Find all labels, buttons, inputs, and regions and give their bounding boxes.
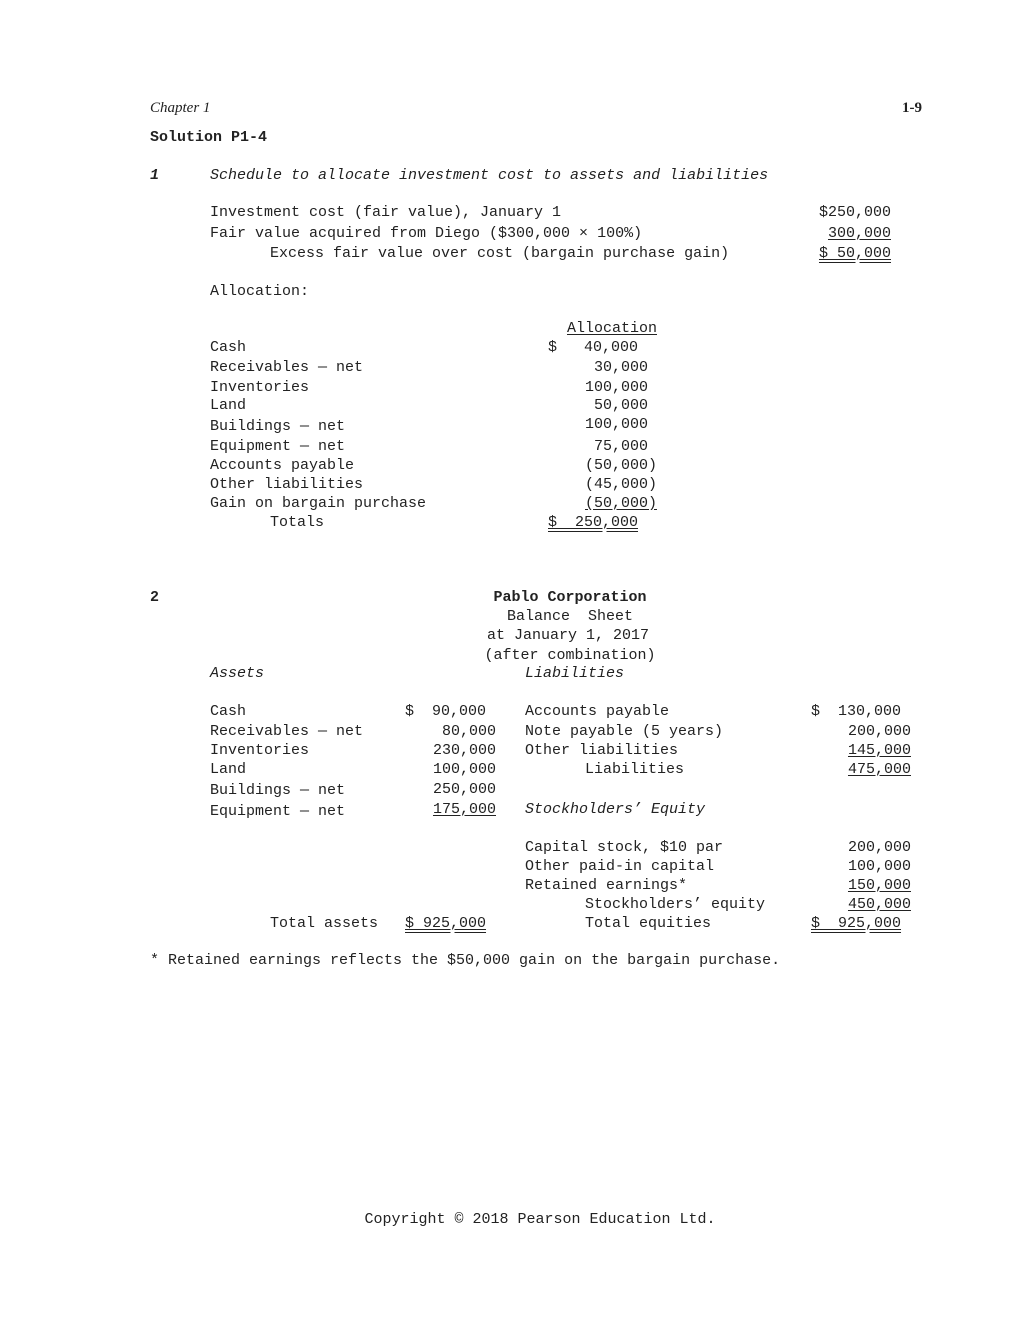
assets-heading: Assets: [210, 665, 265, 682]
total-assets-value: $ 925,000: [405, 915, 487, 932]
asset-value: 230,000: [432, 742, 496, 759]
solution-title: Solution P1-4: [150, 129, 268, 146]
equity-subtotal-value: 450,000: [847, 896, 911, 913]
schedule-label-fair-value: Fair value acquired from Diego ($300,000 × 100%): [210, 225, 643, 242]
schedule-value-excess: $ 50,000: [818, 245, 891, 262]
equity-value: 150,000: [847, 877, 911, 894]
asset-label: Receivables — net: [210, 723, 364, 740]
schedule-label-excess: Excess fair value over cost (bargain purchase gain): [270, 245, 730, 262]
allocation-row-value: 100,000: [584, 379, 648, 396]
allocation-row-label: Other liabilities: [210, 476, 364, 493]
asset-label: Land: [210, 761, 247, 778]
allocation-total-value: $ 250,000: [548, 514, 639, 531]
asset-value: $ 90,000: [405, 703, 487, 720]
schedule-value-fair-value: 300,000: [827, 225, 891, 242]
allocation-row-label: Receivables — net: [210, 359, 364, 376]
part-1-heading: Schedule to allocate investment cost to assets and liabilities: [210, 167, 769, 184]
allocation-row-label: Inventories: [210, 379, 310, 396]
asset-label: Buildings — net: [210, 782, 346, 799]
allocation-row-value: (50,000): [584, 457, 657, 474]
asset-label: Cash: [210, 703, 247, 720]
statement-title: Balance Sheet: [506, 608, 634, 625]
allocation-row-value: (45,000): [584, 476, 657, 493]
copyright: Copyright © 2018 Pearson Education Ltd.: [364, 1211, 716, 1228]
asset-value: 175,000: [432, 801, 496, 818]
schedule-value-investment: $250,000: [818, 204, 891, 221]
liability-label: Note payable (5 years): [525, 723, 724, 740]
equity-subtotal-label: Stockholders’ equity: [585, 896, 766, 913]
asset-label: Inventories: [210, 742, 310, 759]
total-equities-value: $ 925,000: [811, 915, 902, 932]
allocation-row-value: 50,000: [593, 397, 648, 414]
allocation-row-value: 30,000: [593, 359, 648, 376]
allocation-column-header: Allocation: [566, 320, 657, 337]
allocation-row-label: Gain on bargain purchase: [210, 495, 427, 512]
allocation-row-value: 75,000: [593, 438, 648, 455]
page-number: 1-9: [902, 100, 922, 116]
equity-label: Other paid-in capital: [525, 858, 715, 875]
liabilities-subtotal-label: Liabilities: [585, 761, 685, 778]
asset-label: Equipment — net: [210, 803, 346, 820]
allocation-row-value: 100,000: [584, 416, 648, 433]
allocation-row-value: (50,000): [584, 495, 657, 512]
statement-note: (after combination): [484, 647, 656, 664]
asset-value: 250,000: [432, 781, 496, 798]
chapter-label: Chapter 1: [150, 100, 211, 116]
liability-value: 200,000: [847, 723, 911, 740]
allocation-row-label: Equipment — net: [210, 438, 346, 455]
allocation-label: Allocation:: [210, 283, 310, 300]
footnote: * Retained earnings reflects the $50,000 gain on the bargain purchase.: [150, 952, 781, 969]
equity-heading: Stockholders’ Equity: [525, 801, 706, 818]
liability-label: Other liabilities: [525, 742, 679, 759]
liability-value: $ 130,000: [811, 703, 902, 720]
liabilities-subtotal-value: 475,000: [847, 761, 911, 778]
allocation-row-label: Accounts payable: [210, 457, 355, 474]
part-2-number: 2: [150, 589, 160, 606]
allocation-total-label: Totals: [270, 514, 325, 531]
allocation-row-label: Land: [210, 397, 247, 414]
part-1-number: 1: [150, 167, 160, 184]
equity-label: Retained earnings*: [525, 877, 688, 894]
total-assets-label: Total assets: [270, 915, 379, 932]
liability-label: Accounts payable: [525, 703, 670, 720]
company-name: Pablo Corporation: [493, 589, 647, 606]
allocation-row-label: Cash: [210, 339, 247, 356]
equity-value: 100,000: [847, 858, 911, 875]
asset-value: 100,000: [432, 761, 496, 778]
allocation-row-value: $ 40,000: [548, 339, 639, 356]
liability-value: 145,000: [847, 742, 911, 759]
equity-label: Capital stock, $10 par: [525, 839, 724, 856]
schedule-label-investment: Investment cost (fair value), January 1: [210, 204, 562, 221]
total-equities-label: Total equities: [585, 915, 712, 932]
asset-value: 80,000: [441, 723, 496, 740]
allocation-row-label: Buildings — net: [210, 418, 346, 435]
statement-date: at January 1, 2017: [486, 627, 650, 644]
equity-value: 200,000: [847, 839, 911, 856]
liabilities-heading: Liabilities: [525, 665, 625, 682]
